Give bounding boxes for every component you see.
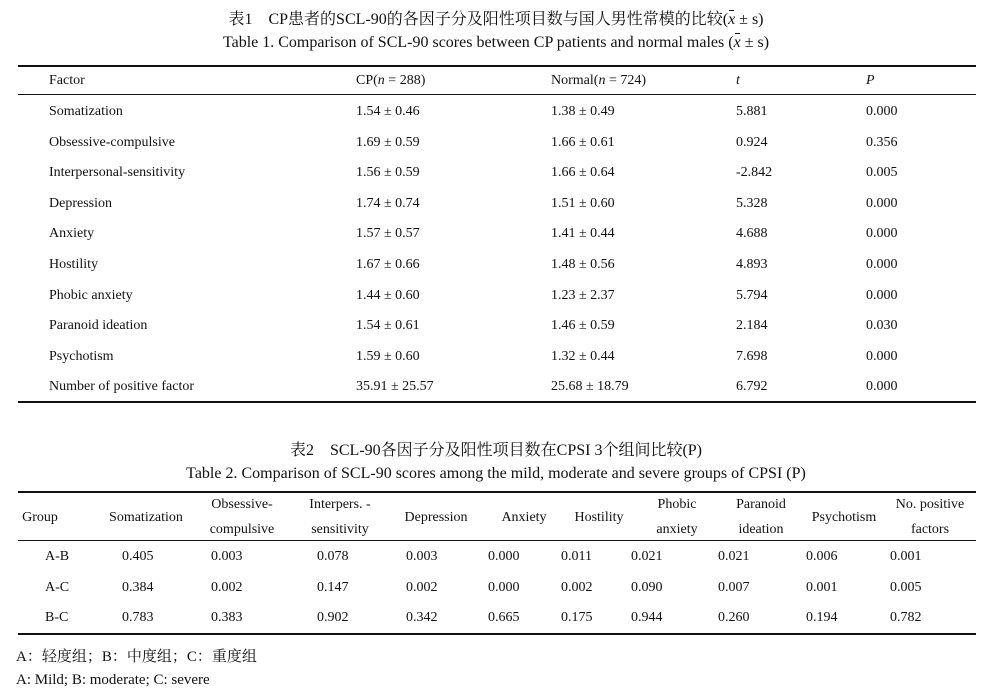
cell-cp: 1.59 ± 0.60	[356, 348, 420, 364]
header-cell	[91, 505, 201, 530]
cell-t: 5.328	[736, 195, 768, 211]
cell-normal: 1.32 ± 0.44	[551, 348, 615, 364]
cell-normal: 1.48 ± 0.56	[551, 257, 615, 272]
cell-factor: Anxiety	[49, 226, 95, 242]
table-row	[18, 129, 976, 160]
header-cell	[875, 492, 985, 542]
header-line-1: Psychotism	[811, 510, 877, 525]
table-row	[18, 604, 976, 634]
cell-p: 0.356	[866, 134, 898, 150]
cell-factor: Obsessive-compulsive	[49, 134, 175, 150]
header-p: P	[866, 73, 875, 88]
cell-factor: Paranoid ideation	[49, 318, 148, 334]
header-line-1: Depression	[404, 510, 468, 525]
table-row	[18, 312, 976, 343]
cell-t: -2.842	[736, 165, 773, 181]
cell-pvalue: 0.003	[406, 549, 438, 564]
cell-cp: 1.69 ± 0.59	[356, 134, 420, 150]
cell-pvalue: 0.006	[806, 549, 838, 564]
cell-factor: Phobic anxiety	[49, 287, 133, 303]
table-row	[18, 98, 976, 129]
cell-pvalue: 0.002	[406, 579, 438, 595]
cell-pvalue: 0.000	[488, 579, 520, 595]
cell-p: 0.000	[866, 287, 898, 303]
table2	[18, 490, 976, 636]
cell-normal: 1.66 ± 0.61	[551, 134, 615, 150]
header-line-2: ideation	[738, 522, 784, 537]
header-line-2: anxiety	[656, 522, 698, 537]
cell-pvalue: 0.384	[122, 579, 154, 595]
cell-pvalue: 0.011	[561, 549, 592, 564]
cell-pvalue: 0.021	[631, 549, 663, 564]
cell-pvalue: 0.002	[561, 579, 593, 595]
cell-pvalue: 0.005	[890, 579, 922, 595]
cell-p: 0.000	[866, 257, 898, 272]
cell-group: A-C	[45, 579, 70, 595]
cell-cp: 1.74 ± 0.74	[356, 195, 420, 211]
cell-normal: 1.41 ± 0.44	[551, 226, 615, 242]
header-line-2: sensitivity	[311, 522, 369, 537]
cell-pvalue: 0.342	[406, 610, 438, 625]
header-line-1: Hostility	[574, 510, 624, 525]
cell-p: 0.000	[866, 104, 898, 119]
header-line-1: Group	[22, 510, 58, 525]
cell-t: 6.792	[736, 379, 768, 395]
cell-t: 2.184	[736, 318, 768, 334]
table-row	[18, 251, 976, 282]
cell-pvalue: 0.783	[122, 610, 154, 625]
table-row	[18, 574, 976, 604]
header-cell	[187, 492, 297, 542]
cell-pvalue: 0.902	[317, 610, 349, 625]
table1-caption-en: Table 1. Comparison of SCL-90 scores between CP patients and normal males (x ± s)	[222, 34, 770, 51]
cell-cp: 1.67 ± 0.66	[356, 257, 420, 272]
cell-p: 0.000	[866, 195, 898, 211]
table1-caption-zh: 表1 CP患者的SCL-90的各因子分及阳性项目数与国人男性常模的比较(x ± s)	[228, 11, 764, 28]
cell-pvalue: 0.001	[806, 579, 838, 595]
header-line-2: compulsive	[209, 522, 275, 537]
cell-cp: 1.56 ± 0.59	[356, 165, 420, 181]
cell-cp: 1.57 ± 0.57	[356, 226, 420, 242]
cell-group: A-B	[45, 549, 70, 564]
cell-cp: 35.91 ± 25.57	[356, 379, 434, 395]
cell-pvalue: 0.944	[631, 610, 663, 625]
cell-pvalue: 0.665	[488, 610, 520, 625]
cell-t: 4.688	[736, 226, 768, 242]
table-row	[18, 220, 976, 251]
table2-top-rule	[18, 491, 976, 493]
cell-pvalue: 0.000	[488, 549, 520, 564]
cell-pvalue: 0.782	[890, 610, 922, 625]
cell-normal: 1.46 ± 0.59	[551, 318, 615, 334]
cell-normal: 1.51 ± 0.60	[551, 195, 615, 211]
cell-normal: 1.23 ± 2.37	[551, 287, 615, 303]
header-line-1: Paranoid	[736, 497, 786, 512]
cell-group: B-C	[45, 610, 69, 625]
table-row	[18, 543, 976, 573]
footnote-en: A: Mild; B: moderate; C: severe	[16, 672, 210, 688]
header-cp: CP(n = 288)	[356, 73, 426, 88]
cell-pvalue: 0.021	[718, 549, 750, 564]
header-line-1: Obsessive-	[211, 497, 273, 512]
cell-pvalue: 0.194	[806, 610, 838, 625]
cell-pvalue: 0.078	[317, 549, 349, 564]
cell-t: 5.794	[736, 287, 768, 303]
cell-pvalue: 0.147	[317, 579, 349, 595]
cell-p: 0.005	[866, 165, 898, 181]
header-line-2: factors	[910, 522, 950, 537]
cell-pvalue: 0.260	[718, 610, 750, 625]
cell-factor: Interpersonal-sensitivity	[49, 165, 186, 181]
table-row	[18, 343, 976, 374]
table2-caption-en: Table 2. Comparison of SCL-90 scores among the mild, moderate and severe groups of CPSI (P)	[186, 465, 806, 482]
cell-pvalue: 0.405	[122, 549, 154, 564]
header-cell	[285, 492, 395, 542]
cell-t: 7.698	[736, 348, 768, 364]
table1-bottom-rule	[18, 401, 976, 403]
cell-factor: Depression	[49, 195, 112, 211]
table1-header-rule	[18, 94, 976, 95]
cell-pvalue: 0.383	[211, 610, 243, 625]
header-normal: Normal(n = 724)	[551, 73, 646, 88]
table-row	[18, 159, 976, 190]
cell-p: 0.000	[866, 379, 898, 395]
cell-factor: Psychotism	[49, 348, 114, 364]
header-line-1: Interpers. -	[309, 497, 371, 512]
cell-t: 0.924	[736, 134, 768, 150]
cell-pvalue: 0.007	[718, 579, 750, 595]
header-line-1: Phobic	[657, 497, 697, 512]
cell-pvalue: 0.001	[890, 549, 922, 564]
table2-caption-zh: 表2 SCL-90各因子分及阳性项目数在CPSI 3个组间比较(P)	[289, 442, 703, 459]
cell-normal: 1.66 ± 0.64	[551, 165, 615, 181]
cell-normal: 1.38 ± 0.49	[551, 104, 615, 119]
cell-pvalue: 0.090	[631, 579, 663, 595]
table1	[18, 60, 976, 406]
cell-pvalue: 0.003	[211, 549, 243, 564]
header-line-1: Somatization	[109, 510, 183, 525]
table-row	[18, 190, 976, 221]
cell-p: 0.000	[866, 348, 898, 364]
cell-factor: Number of positive factor	[49, 379, 195, 395]
cell-pvalue: 0.002	[211, 579, 243, 595]
header-line-1: Anxiety	[501, 510, 547, 525]
cell-cp: 1.54 ± 0.46	[356, 104, 420, 119]
cell-t: 5.881	[736, 104, 768, 119]
table-row	[18, 373, 976, 404]
table2-bottom-rule	[18, 633, 976, 635]
table2-header-rule	[18, 540, 976, 541]
header-t: t	[736, 73, 740, 88]
table-row	[18, 282, 976, 313]
cell-normal: 25.68 ± 18.79	[551, 379, 629, 395]
header-factor: Factor	[49, 73, 85, 88]
cell-p: 0.030	[866, 318, 898, 334]
cell-cp: 1.44 ± 0.60	[356, 287, 420, 303]
cell-cp: 1.54 ± 0.61	[356, 318, 420, 334]
cell-p: 0.000	[866, 226, 898, 242]
cell-factor: Somatization	[49, 104, 123, 119]
cell-pvalue: 0.175	[561, 610, 593, 625]
footnote-zh: A：轻度组；B：中度组；C：重度组	[16, 649, 257, 665]
header-cell	[0, 505, 95, 530]
header-line-1: No. positive	[895, 497, 965, 512]
cell-t: 4.893	[736, 257, 768, 272]
cell-factor: Hostility	[49, 257, 99, 272]
table1-top-rule	[18, 65, 976, 67]
